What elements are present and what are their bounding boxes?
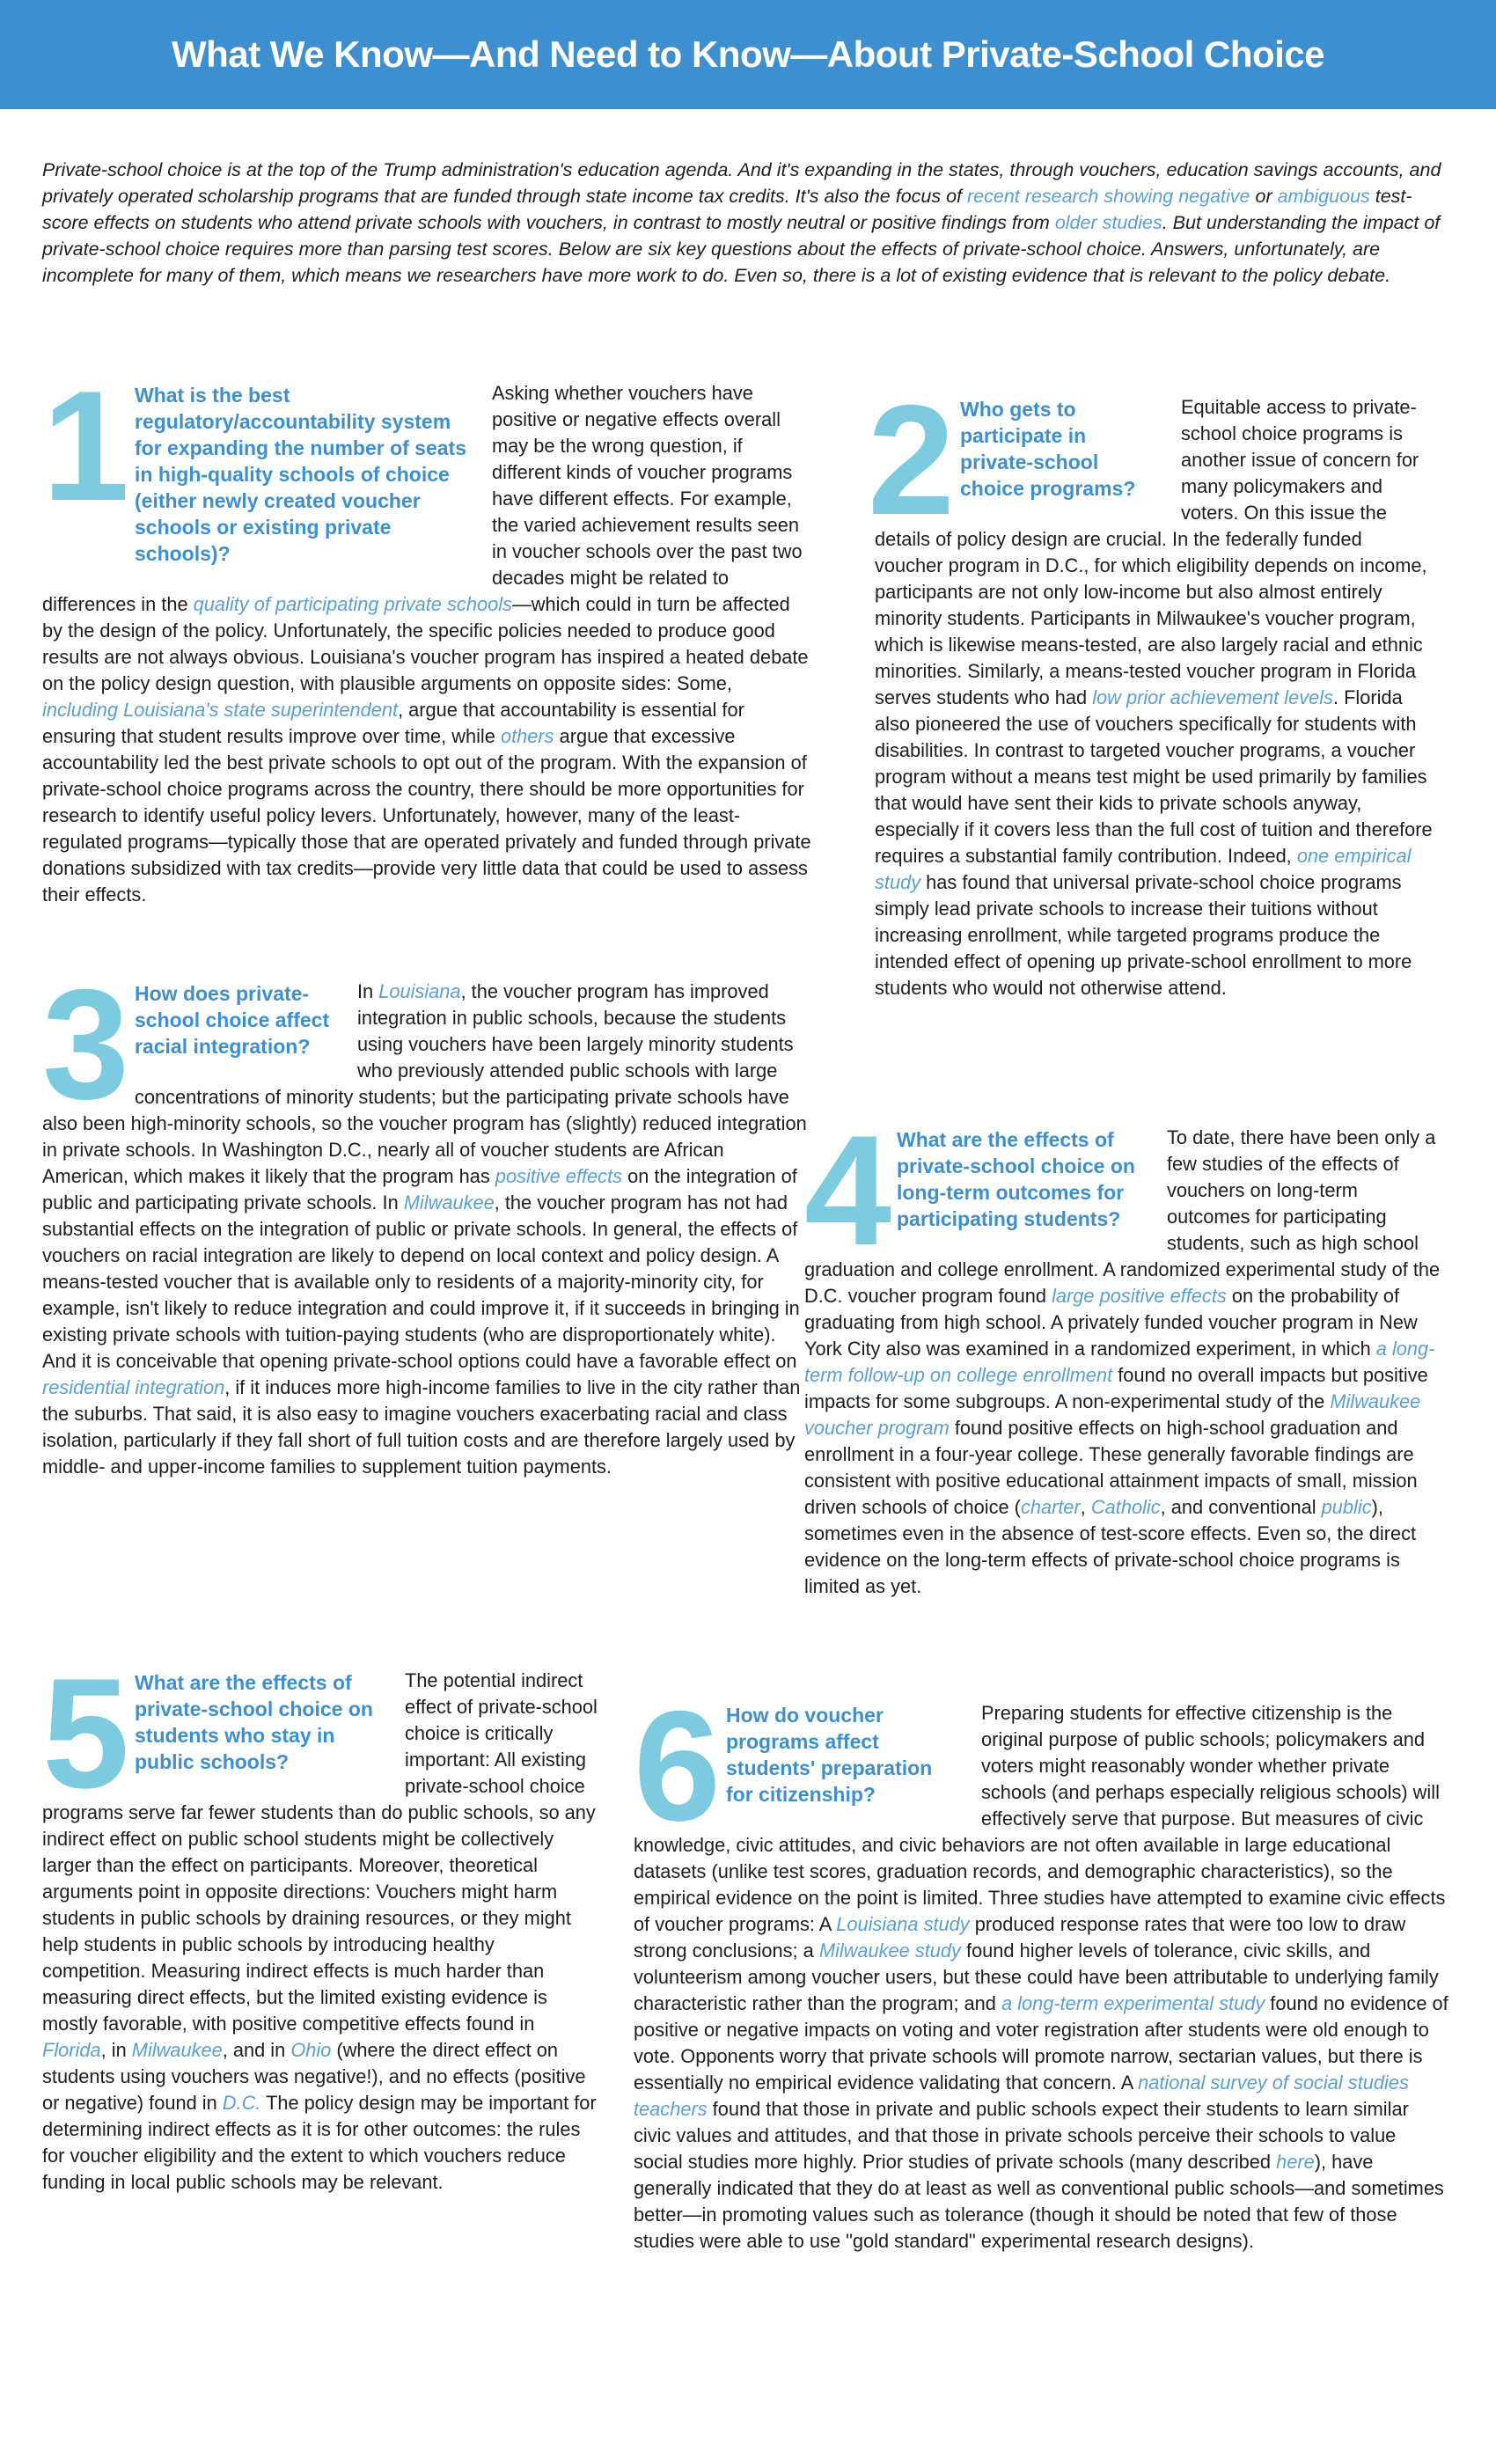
inline-link[interactable]: positive effects: [495, 1165, 623, 1187]
inline-link[interactable]: D.C.: [222, 2092, 261, 2114]
section-body: Equitable access to private-school choice programs is another issue of concern for many policymakers and voters. On this issue the details of policy design are crucial. In the federally funded voucher program in D.C., for which eligibility depends on income, participants are not only low-income but also almost entirely minority students. Participants in Milwaukee's voucher program, which is likewise means-tested, are also largely racial and ethnic minorities. Similarly, a means-tested voucher program in Florida serves students who had low prior achievement levels. Florida also pioneered the use of vouchers specifically for students with disabilities. In contrast to targeted voucher programs, a voucher program without a means test might be used primarily by families that would have sent their kids to private schools anyway, especially if it covers less than the full cost of tuition and therefore requires a substantial family contribution. Indeed, one empirical study has found that universal private-school choice programs simply lead private schools to increase their tuitions without increasing enrollment, while targeted programs produce the intended effect of opening up private-school enrollment to more students who would not otherwise attend.: [875, 396, 1433, 999]
inline-link[interactable]: low prior achievement levels: [1092, 686, 1333, 708]
section-body: To date, there have been only a few studies of the effects of vouchers on long-term outcomes for participating students, such as high school graduation and college enrollment. A randomized experimental study of the D.C. voucher program found large positive effects on the probability of graduating from high school. A privately funded voucher program in New York City also was examined in a randomized experiment, in which a long-term follow-up on college enrollment found no overall impacts but positive impacts for some subgroups. A non-experimental study of the Milwaukee voucher program found positive effects on high-school graduation and enrollment in a four-year college. These generally favorable findings are consistent with positive educational attainment impacts of small, mission driven schools of choice (charter, Catholic, and conventional public), sometimes even in the absence of test-score effects. Even so, the direct evidence on the long-term effects of private-school choice programs is limited as yet.: [804, 1126, 1441, 1597]
inline-link[interactable]: public: [1321, 1496, 1372, 1518]
inline-link[interactable]: recent research showing negative: [967, 186, 1250, 207]
inline-link[interactable]: others: [500, 725, 554, 747]
inline-link[interactable]: including Louisiana's state superintendent: [42, 699, 399, 721]
section-number: 1: [42, 358, 124, 533]
section-1: [42, 358, 812, 908]
inline-link[interactable]: Milwaukee: [403, 1192, 495, 1214]
inline-link[interactable]: a long-term experimental study: [1001, 1992, 1265, 2014]
inline-link[interactable]: Milwaukee study: [818, 1940, 961, 1962]
section-body: The potential indirect effect of private-school choice is critically important: All existing private-school choice programs serve far fewer students than do public schools, so any indirect effect on public school students might be collectively larger than the effect on participants. Moreover, theoretical arguments point in opposite directions: Vouchers might harm students in public schools by draining resources, or they might help students in public schools by introducing healthy competition. Measuring indirect effects is much harder than measuring direct effects, but the limited existing evidence is mostly favorable, with positive competitive effects found in Florida, in Milwaukee, and in Ohio (where the direct effect on students using vouchers was negative!), and no effects (positive or negative) found in D.C. The policy design may be important for determining indirect effects as it is for other outcomes: the rules for voucher eligibility and the extent to which vouchers reduce funding in local public schools may be relevant.: [42, 1669, 598, 2193]
section-question: How does private-school choice affect racial integration?: [135, 982, 330, 1058]
inline-link[interactable]: a long-term follow-up on college enrollment: [804, 1338, 1435, 1386]
section-number: 2: [868, 372, 950, 547]
inline-link[interactable]: Ohio: [290, 2039, 332, 2061]
section-number: 6: [634, 1678, 715, 1853]
inline-link[interactable]: national survey of social studies teachers: [634, 2072, 1409, 2120]
inline-link[interactable]: Louisiana: [378, 980, 461, 1002]
inline-link[interactable]: charter: [1020, 1496, 1081, 1518]
section-body: Asking whether vouchers have positive or negative effects overall may be the wrong question, if different kinds of voucher programs have different effects. For example, the varied achievement results seen in voucher schools over the past two decades might be related to differences in the quality of participating private schools—which could in turn be affected by the design of the policy. Unfortunately, the specific policies needed to produce good results are not always obvious. Louisiana's voucher program has inspired a heated debate on the policy design question, with plausible arguments on opposite sides: Some, including Louisiana's state superintendent, argue that accountability is essential for ensuring that student results improve over time, while others argue that excessive accountability led the best private schools to opt out of the program. With the expansion of private-school choice programs across the country, there should be more opportunities for research to identify useful policy levers. Unfortunately, however, many of the least-regulated programs—typically those that are operated privately and funded through private donations subsidized with tax credits—provide very little data that could be used to assess their effects.: [42, 382, 811, 906]
section-2: [868, 372, 1434, 1001]
section-number: 3: [42, 957, 124, 1132]
section-question: What are the effects of private-school choice on long-term outcomes for participating students?: [897, 1128, 1135, 1230]
inline-link[interactable]: Florida: [42, 2039, 101, 2061]
page-header: [0, 0, 1496, 109]
inline-link[interactable]: one empirical study: [875, 845, 1412, 893]
section-body: In Louisiana, the voucher program has improved integration in public schools, because the students using vouchers have been largely minority students who previously attended public schools with large concentrations of minority students; but the participating private schools have also been high-minority schools, so the voucher program has (slightly) reduced integration in private schools. In Washington D.C., nearly all of voucher students are African American, which makes it likely that the program has positive effects on the integration of public and participating private schools. In Milwaukee, the voucher program has not had substantial effects on the integration of public or private schools. In general, the effects of vouchers on racial integration are likely to depend on local context and policy design. A means-tested voucher that is available only to residents of a majority-minority city, for example, isn't likely to reduce integration and could improve it, if it succeeds in bringing in existing private schools with tuition-paying students (who are disproportionately white). And it is conceivable that opening private-school options could have a favorable effect on residential integration, if it induces more high-income families to live in the city rather than the suburbs. That said, it is also easy to imagine vouchers exacerbating racial and class isolation, particularly if they fall short of full tuition costs and are therefore largely used by middle- and upper-income families to supplement tuition payments.: [42, 980, 807, 1478]
section-number: 4: [804, 1103, 886, 1278]
inline-link[interactable]: quality of participating private schools: [193, 593, 512, 615]
inline-link[interactable]: here: [1276, 2151, 1315, 2173]
inline-link[interactable]: Catholic: [1090, 1496, 1161, 1518]
section-question: What are the effects of private-school choice on students who stay in public schools?: [135, 1671, 373, 1773]
section-5: [42, 1646, 598, 2196]
section-question: What is the best regulatory/accountability system for expanding the number of seats in high-quality schools of choice (either newly created voucher schools or existing private schools)?: [135, 384, 466, 565]
section-6: [634, 1678, 1450, 2255]
inline-link[interactable]: older studies: [1054, 212, 1162, 233]
intro-paragraph: Private-school choice is at the top of the Trump administration's education agenda. And it's expanding in the states, through vouchers, education savings accounts, and privately operated scholarship programs that are funded through state income tax credits. It's also the focus of recent research showing negative or ambiguous test-score effects on students who attend private schools with vouchers, in contrast to mostly neutral or positive findings from older studies. But understanding the impact of private-school choice requires more than parsing test scores. Below are six key questions about the effects of private-school choice. Answers, unfortunately, are incomplete for many of them, which means we researchers have more work to do. Even so, there is a lot of existing evidence that is relevant to the policy debate.: [42, 159, 1441, 286]
page-title: What We Know—And Need to Know—About Private-School Choice: [171, 33, 1325, 75]
section-body: Preparing students for effective citizenship is the original purpose of public schools; policymakers and voters might reasonably wonder whether private schools (and perhaps especially religious schools) will effectively serve that purpose. But measures of civic knowledge, civic attitudes, and civic behaviors are not often available in large educational datasets (unlike test scores, graduation records, and demographic characteristics), so the empirical evidence on the point is limited. Three studies have attempted to examine civic effects of voucher programs: A Louisiana study produced response rates that were too low to draw strong conclusions; a Milwaukee study found higher levels of tolerance, civic skills, and volunteerism among voucher users, but these could have been attributable to underlying family characteristic rather than the program; and a long-term experimental study found no evidence of positive or negative impacts on voting and voter registration after students were old enough to vote. Opponents worry that private schools will promote narrow, sectarian values, but there is essentially no empirical evidence validating that concern. A national survey of social studies teachers found that those in private and public schools expect their students to learn similar civic values and attitudes, and that those in private schools perceive their schools to value social studies more highly. Prior studies of private schools (many described here), have generally indicated that they do at least as well as conventional public schools—and sometimes better—in promoting values such as tolerance (though it should be noted that few of those studies were able to use "gold standard" experimental research designs).: [634, 1702, 1448, 2252]
section-3: [42, 957, 812, 1480]
inline-link[interactable]: Milwaukee voucher program: [804, 1390, 1421, 1439]
inline-link[interactable]: ambiguous: [1277, 186, 1370, 207]
section-question: How do voucher programs affect students' preparation for citizenship?: [726, 1704, 933, 1806]
section-4: [804, 1103, 1443, 1600]
section-number: 5: [42, 1646, 124, 1821]
inline-link[interactable]: large positive effects: [1052, 1285, 1227, 1307]
inline-link[interactable]: residential integration: [42, 1376, 225, 1398]
inline-link[interactable]: Milwaukee: [131, 2039, 223, 2061]
inline-link[interactable]: Louisiana study: [836, 1913, 970, 1935]
section-question: Who gets to participate in private-school choice programs?: [960, 398, 1136, 500]
